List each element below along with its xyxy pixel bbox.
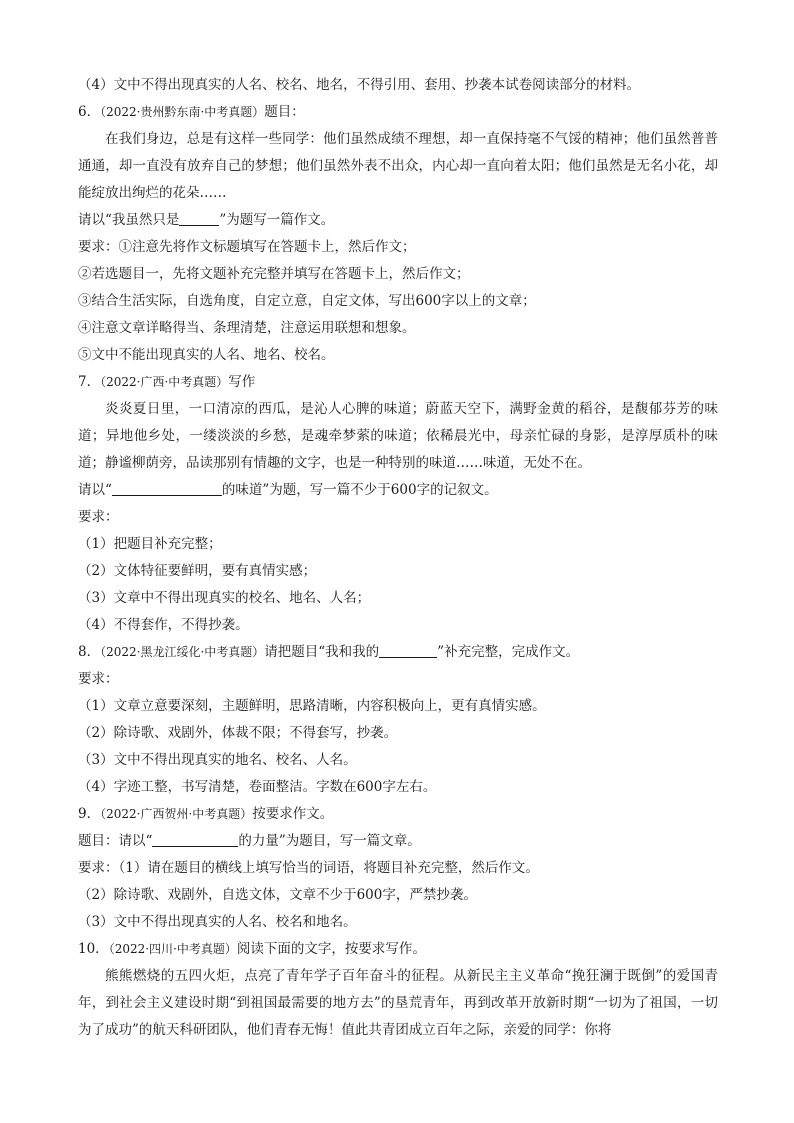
requirement-item: ⑤文中不能出现真实的人名、地名、校名。 — [78, 347, 335, 363]
requirement-item: （3）文章中不得出现真实的校名、地名、人名； — [78, 590, 371, 606]
prompt-text: ”为题写一篇作文。 — [219, 212, 335, 228]
prompt-text: 的力量”为题目，写一篇文章。 — [238, 833, 421, 849]
requirements-label: 要求： — [78, 671, 119, 687]
requirement-item: （4）不得套作，不得抄袭。 — [78, 617, 249, 633]
question-source: （2022·广西贺州·中考真题） — [100, 807, 253, 821]
question-8-header — [78, 639, 718, 666]
title-blank — [112, 481, 222, 496]
question-number: 6． — [78, 104, 101, 120]
question-label: 阅读下面的文字，按要求写作。 — [236, 941, 426, 957]
question-source: （2022·广西·中考真题） — [100, 375, 229, 389]
title-blank — [379, 643, 437, 658]
requirement-item: （1）文章立意要深刻，主题鲜明，思路清晰，内容积极向上，更有真情实感。 — [78, 698, 546, 714]
requirement-item: ③结合生活实际，自选角度，自定立意，自定文体，写出600字以上的文章； — [78, 293, 536, 309]
question-6-passage: 在我们身边，总是有这样一些同学：他们虽然成绩不理想，却一直保持毫不气馁的精神；他们虽然普普通通，却一直没有放弃自己的梦想；他们虽然外表不出众，内心却一直向着太阳；他们虽然是无名小花，却能绽放出绚烂的花朵…… — [78, 131, 718, 201]
prompt-text: 请以“我虽然只是 — [78, 212, 180, 228]
requirement-item: （4）文中不得出现真实的人名、校名、地名，不得引用、套用、抄袭本试卷阅读部分的材料。 — [78, 77, 641, 93]
question-number: 10． — [78, 941, 109, 957]
requirement-item: （3）文中不得出现真实的人名、校名和地名。 — [78, 914, 357, 930]
question-7-passage: 炎炎夏日里，一口清凉的西瓜，是沁人心脾的味道；蔚蓝天空下，满野金黄的稻谷，是馥郁芬芳的味道；异地他乡处，一缕淡淡的乡愁，是魂牵梦萦的味道；依稀晨光中，母亲忙碌的身影，是淳厚质朴的味道；静谧柳荫旁，品读那别有情趣的文字，也是一种特别的味道……味道，无处不在。 — [78, 401, 718, 471]
requirement-item: （2）除诗歌、戏剧外，体裁不限；不得套写，抄袭。 — [78, 725, 398, 741]
question-6-prompt — [78, 207, 718, 234]
title-blank — [152, 832, 238, 847]
requirement-item: （3）文中不得出现真实的地名、校名、人名。 — [78, 752, 357, 768]
prompt-text: 请以“ — [78, 482, 112, 498]
requirement-item: （1）把题目补充完整； — [78, 536, 222, 552]
requirement-item: ④注意文章详略得当、条理清楚，注意运用联想和想象。 — [78, 320, 416, 336]
title-blank — [179, 211, 219, 226]
question-10-header — [78, 936, 718, 963]
requirement-item: （2）文体特征要鲜明，要有真情实感； — [78, 563, 317, 579]
prompt-text: 请把题目“我和我的 — [264, 644, 380, 660]
requirement-item: ②若选题目一，先将文题补充完整并填写在答题卡上，然后作文； — [78, 266, 470, 282]
question-7-prompt — [78, 477, 718, 504]
question-label: 题目： — [264, 104, 305, 120]
question-9-prompt — [78, 828, 718, 855]
question-6-header — [78, 99, 718, 126]
question-label: 按要求作文。 — [252, 806, 334, 822]
question-9-header — [78, 801, 718, 828]
question-number: 9． — [78, 806, 101, 822]
requirement-item: （2）除诗歌、戏剧外，自选文体，文章不少于600字，严禁抄袭。 — [78, 887, 477, 903]
question-source: （2022·四川·中考真题） — [108, 942, 237, 956]
prompt-text: ”补充完整，完成作文。 — [437, 644, 580, 660]
question-number: 8． — [78, 644, 101, 660]
question-7-header — [78, 369, 718, 396]
prompt-text: 题目：请以“ — [78, 833, 153, 849]
question-label: 写作 — [228, 374, 256, 390]
requirements-label: 要求： — [78, 509, 119, 525]
requirement-item: 要求：（1）请在题目的横线上填写恰当的词语，将题目补充完整，然后作文。 — [78, 860, 539, 876]
question-number: 7． — [78, 374, 101, 390]
page-content — [78, 72, 718, 1044]
question-source: （2022·贵州黔东南·中考真题） — [100, 105, 265, 119]
requirement-item: （4）字迹工整，书写清楚，卷面整洁。字数在600字左右。 — [78, 779, 437, 795]
question-10-passage: 熊熊燃烧的五四火炬，点亮了青年学子百年奋斗的征程。从新民主主义革命“挽狂澜于既倒”的爱国青年，到社会主义建设时期“到祖国最需要的地方去”的垦荒青年，再到改革开放新时期“一切为了祖国，一切为了成功”的航天科研团队，他们青春无悔！值此共青团成立百年之际，亲爱的同学：你将 — [78, 968, 718, 1038]
question-source: （2022·黑龙江绥化·中考真题） — [100, 645, 265, 659]
requirement-item: 要求：①注意先将作文标题填写在答题卡上，然后作文； — [78, 239, 416, 255]
prompt-text: 的味道”为题，写一篇不少于600字的记叙文。 — [221, 482, 498, 498]
